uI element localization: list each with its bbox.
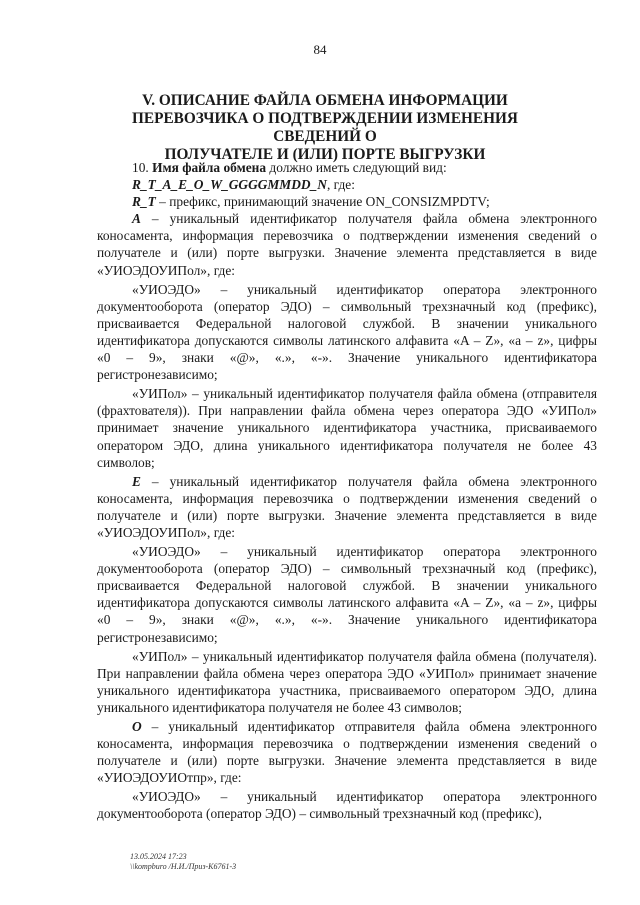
definition-e — [97, 473, 597, 541]
file-name-term: Имя файла обмена — [152, 160, 267, 175]
pattern-text: R_T_A_E_O_W_GGGGMMDD_N — [132, 177, 327, 193]
definition-e-uioedo: «УИОЭДО» – уникальный идентификатор оператора электронного документооборота (оператор ЭДО) – символьный трехзначный код (префикс), присваивается Федеральной налоговой службой. В значении уникального идентификатора допускаются символы латинского алфавита «A – Z», «a – z», цифры «0 – 9», знаки «@», «.», «-». Значение уникального идентификатора регистронезависимо; — [97, 544, 597, 645]
definition-o — [97, 718, 597, 786]
definition-text: – уникальный идентификатор получателя файла обмена электронного коносамента, информация перевозчика о подтверждении изменения сведений о получателе и (или) порте выгрузки. Значение элемента представляется в виде «УИОЭДОУИПол», где: — [97, 211, 597, 278]
print-footer — [130, 852, 236, 872]
definition-e-uipol: «УИПол» – уникальный идентификатор получателя файла обмена (получателя). При направлении файла обмена через оператора ЭДО «УИПол» принимает значение уникального идентификатора участника, присваиваемого оператором ЭДО, длина уникального идентификатора получателя не более 43 символов; — [97, 648, 597, 715]
page-number: 84 — [313, 42, 327, 57]
section-heading — [90, 92, 560, 164]
term-e: E — [132, 473, 141, 489]
paragraph-text: должно иметь следующий вид: — [266, 160, 447, 175]
paragraph-10 — [97, 159, 597, 176]
definition-text: – префикс, принимающий значение ON_CONSIZMPDTV; — [155, 194, 490, 210]
paragraph-number: 10. — [132, 160, 153, 175]
heading-line-3: ПОЛУЧАТЕЛЕ И (ИЛИ) ПОРТЕ ВЫГРУЗКИ — [164, 146, 486, 163]
pattern-rest: , где: — [326, 177, 355, 193]
document-body — [97, 159, 597, 823]
heading-line-2: ПЕРЕВОЗЧИКА О ПОДТВЕРЖДЕНИИ ИЗМЕНЕНИЯ СВЕДЕНИЙ О — [132, 110, 518, 145]
definition-a — [97, 210, 597, 278]
file-name-pattern — [97, 176, 597, 193]
term-rt: R_T — [132, 194, 156, 210]
definition-a-uioedo: «УИОЭДО» – уникальный идентификатор оператора электронного документооборота (оператор ЭДО) – символьный трехзначный код (префикс), присваивается Федеральной налоговой службой. В значении уникального идентификатора допускаются символы латинского алфавита «A – Z», «a – z», цифры «0 – 9», знаки «@», «.», «-». Значение уникального идентификатора регистронезависимо; — [97, 281, 597, 383]
term-o: O — [132, 719, 142, 734]
definition-a-uipol: «УИПол» – уникальный идентификатор получателя файла обмена (отправителя (фрахтователя)). При направлении файла обмена через оператора ЭДО «УИПол» принимает значение уникального идентификатора участника, присваиваемого оператором ЭДО, длина уникального идентификатора получателя не более 43 символов; — [97, 386, 597, 470]
footer-path: \\kompburo /Н.И./Приз-К6761-3 — [130, 862, 237, 871]
footer-date: 13.05.2024 17:23 — [130, 852, 187, 861]
heading-line-1: V. ОПИСАНИЕ ФАЙЛА ОБМЕНА ИНФОРМАЦИИ — [142, 92, 508, 109]
definition-text: – уникальный идентификатор получателя файла обмена электронного коносамента, информация перевозчика о подтверждении изменения сведений о получателе и (или) порте выгрузки. Значение элемента представляется в виде «УИОЭДОУИПол», где: — [97, 473, 597, 540]
definition-rt — [97, 193, 597, 210]
term-a: A — [132, 211, 141, 227]
definition-o-uioedo: «УИОЭДО» – уникальный идентификатор оператора электронного документооборота (оператор ЭДО) – символьный трехзначный код (префикс), — [97, 789, 597, 822]
definition-text: – уникальный идентификатор отправителя файла обмена электронного коносамента, информация перевозчика о подтверждении изменения сведений о получателе и (или) порте выгрузки. Значение элемента представляется в виде «УИОЭДОУИОтпр», где: — [97, 719, 597, 786]
